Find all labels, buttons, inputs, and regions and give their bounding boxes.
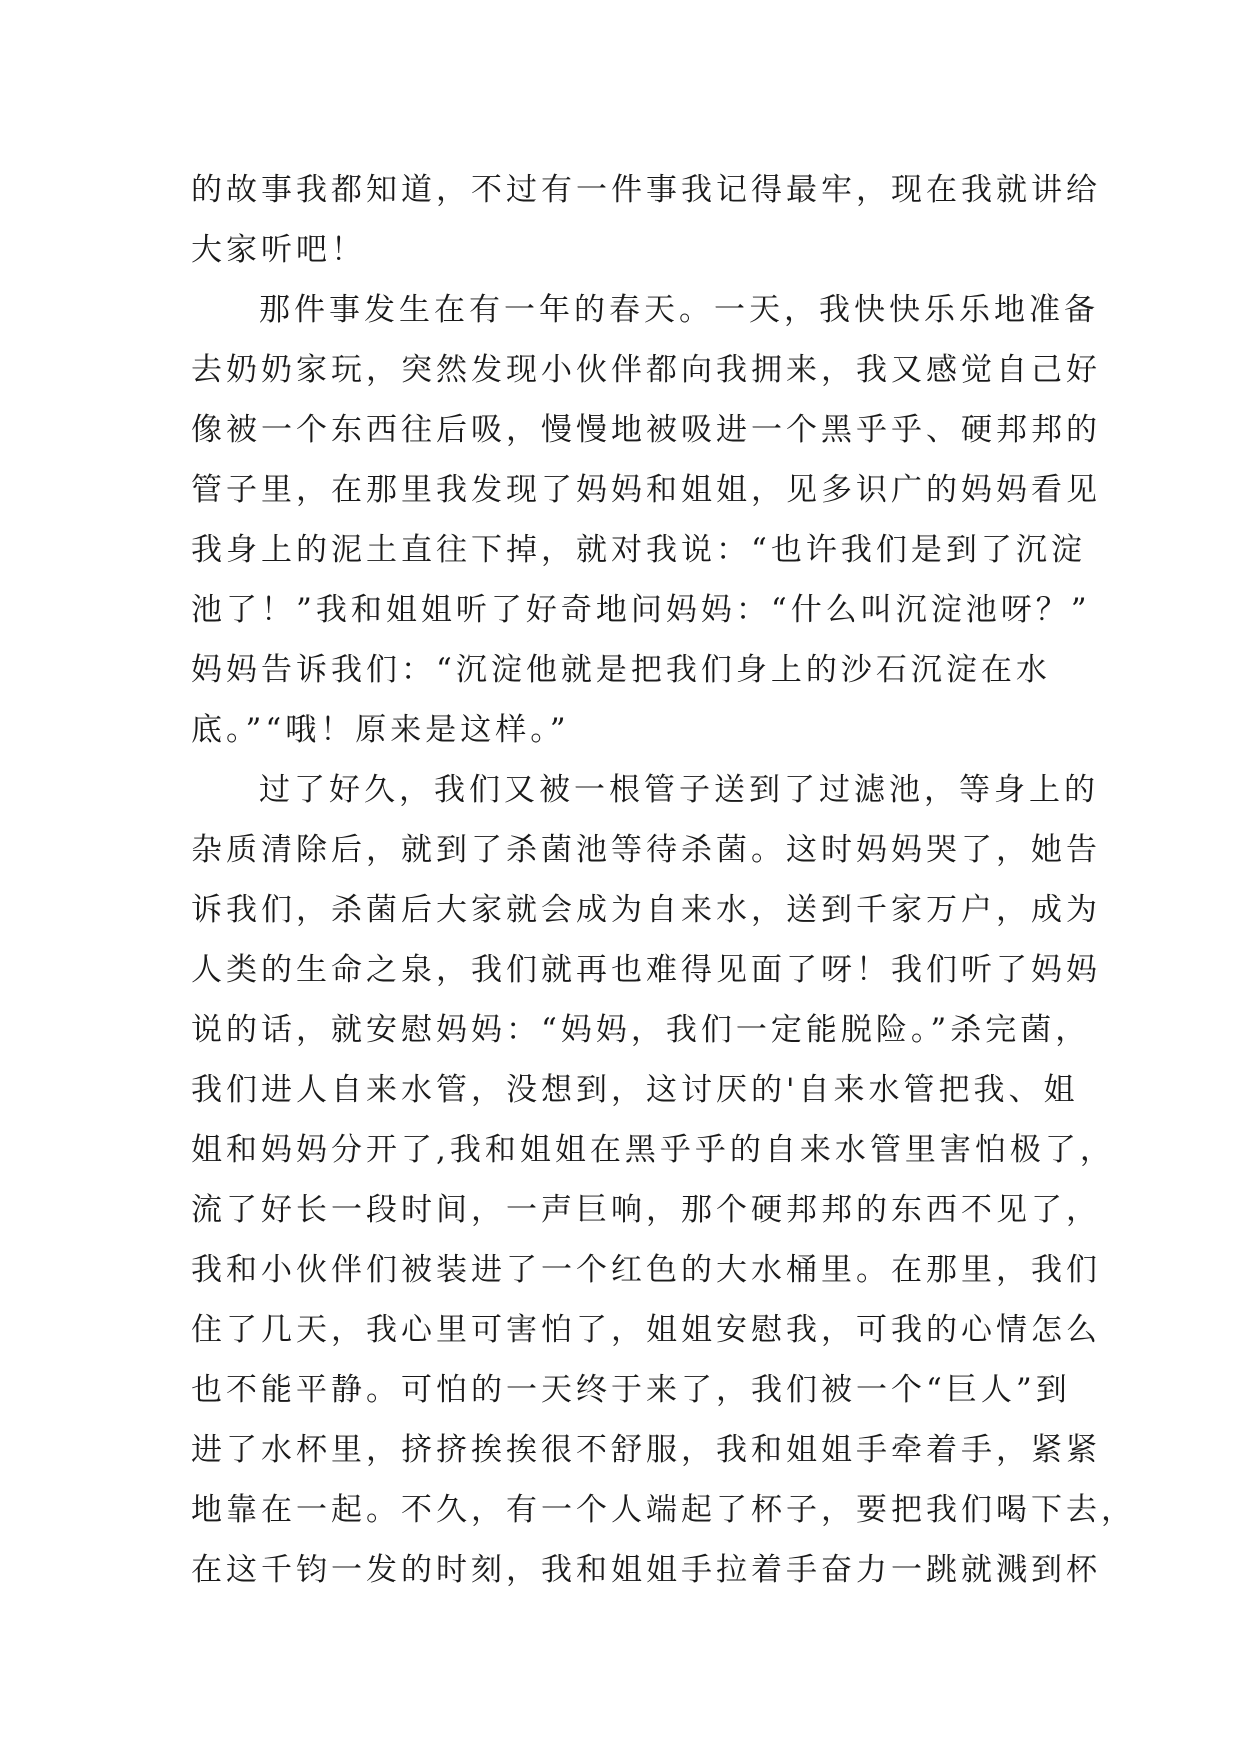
text-line: 人类的生命之泉，我们就再也难得见面了呀！我们听了妈妈	[191, 952, 1101, 988]
text-line: 的故事我都知道，不过有一件事我记得最牢，现在我就讲给	[191, 172, 1101, 208]
story-text	[191, 160, 1136, 1600]
text-line: 我和小伙伴们被装进了一个红色的大水桶里。在那里，我们	[191, 1252, 1101, 1288]
text-line: 底。”“哦！原来是这样。”	[191, 712, 570, 748]
text-line: 管子里，在那里我发现了妈妈和姐姐，见多识广的妈妈看见	[191, 472, 1101, 508]
text-line: 也不能平静。可怕的一天终于来了，我们被一个“巨人”到	[191, 1372, 1071, 1408]
text-line: 池了！”我和姐姐听了好奇地问妈妈：“什么叫沉淀池呀？”	[191, 592, 1091, 628]
text-line: 地靠在一起。不久，有一个人端起了杯子，要把我们喝下去，	[191, 1492, 1136, 1528]
paragraph-start-line: 那件事发生在有一年的春天。一天，我快快乐乐地准备	[259, 292, 1099, 328]
paragraph-start-line: 过了好久，我们又被一根管子送到了过滤池，等身上的	[259, 772, 1099, 808]
text-line: 在这千钧一发的时刻，我和姐姐手拉着手奋力一跳就溅到杯	[191, 1552, 1101, 1588]
text-line: 像被一个东西往后吸，慢慢地被吸进一个黑乎乎、硬邦邦的	[191, 412, 1101, 448]
text-line: 说的话，就安慰妈妈：“妈妈，我们一定能脱险。”杀完菌，	[191, 1012, 1091, 1048]
text-line: 住了几天，我心里可害怕了，姐姐安慰我，可我的心情怎么	[191, 1312, 1101, 1348]
text-line: 杂质清除后，就到了杀菌池等待杀菌。这时妈妈哭了，她告	[191, 832, 1101, 868]
text-line: 进了水杯里，挤挤挨挨很不舒服，我和姐姐手牵着手，紧紧	[191, 1432, 1101, 1468]
text-line: 我身上的泥土直往下掉，就对我说：“也许我们是到了沉淀	[191, 532, 1086, 568]
text-line: 诉我们，杀菌后大家就会成为自来水，送到千家万户，成为	[191, 892, 1101, 928]
text-line: 妈妈告诉我们：“沉淀他就是把我们身上的沙石沉淀在水	[191, 652, 1051, 688]
text-line: 大家听吧！	[191, 232, 366, 268]
text-line: 去奶奶家玩，突然发现小伙伴都向我拥来，我又感觉自己好	[191, 352, 1101, 388]
text-line: 流了好长一段时间，一声巨响，那个硬邦邦的东西不见了，	[191, 1192, 1101, 1228]
text-line: 姐和妈妈分开了,我和姐姐在黑乎乎的自来水管里害怕极了，	[191, 1132, 1115, 1168]
text-line: 我们进人自来水管，没想到，这讨厌的'自来水管把我、姐	[191, 1072, 1079, 1108]
